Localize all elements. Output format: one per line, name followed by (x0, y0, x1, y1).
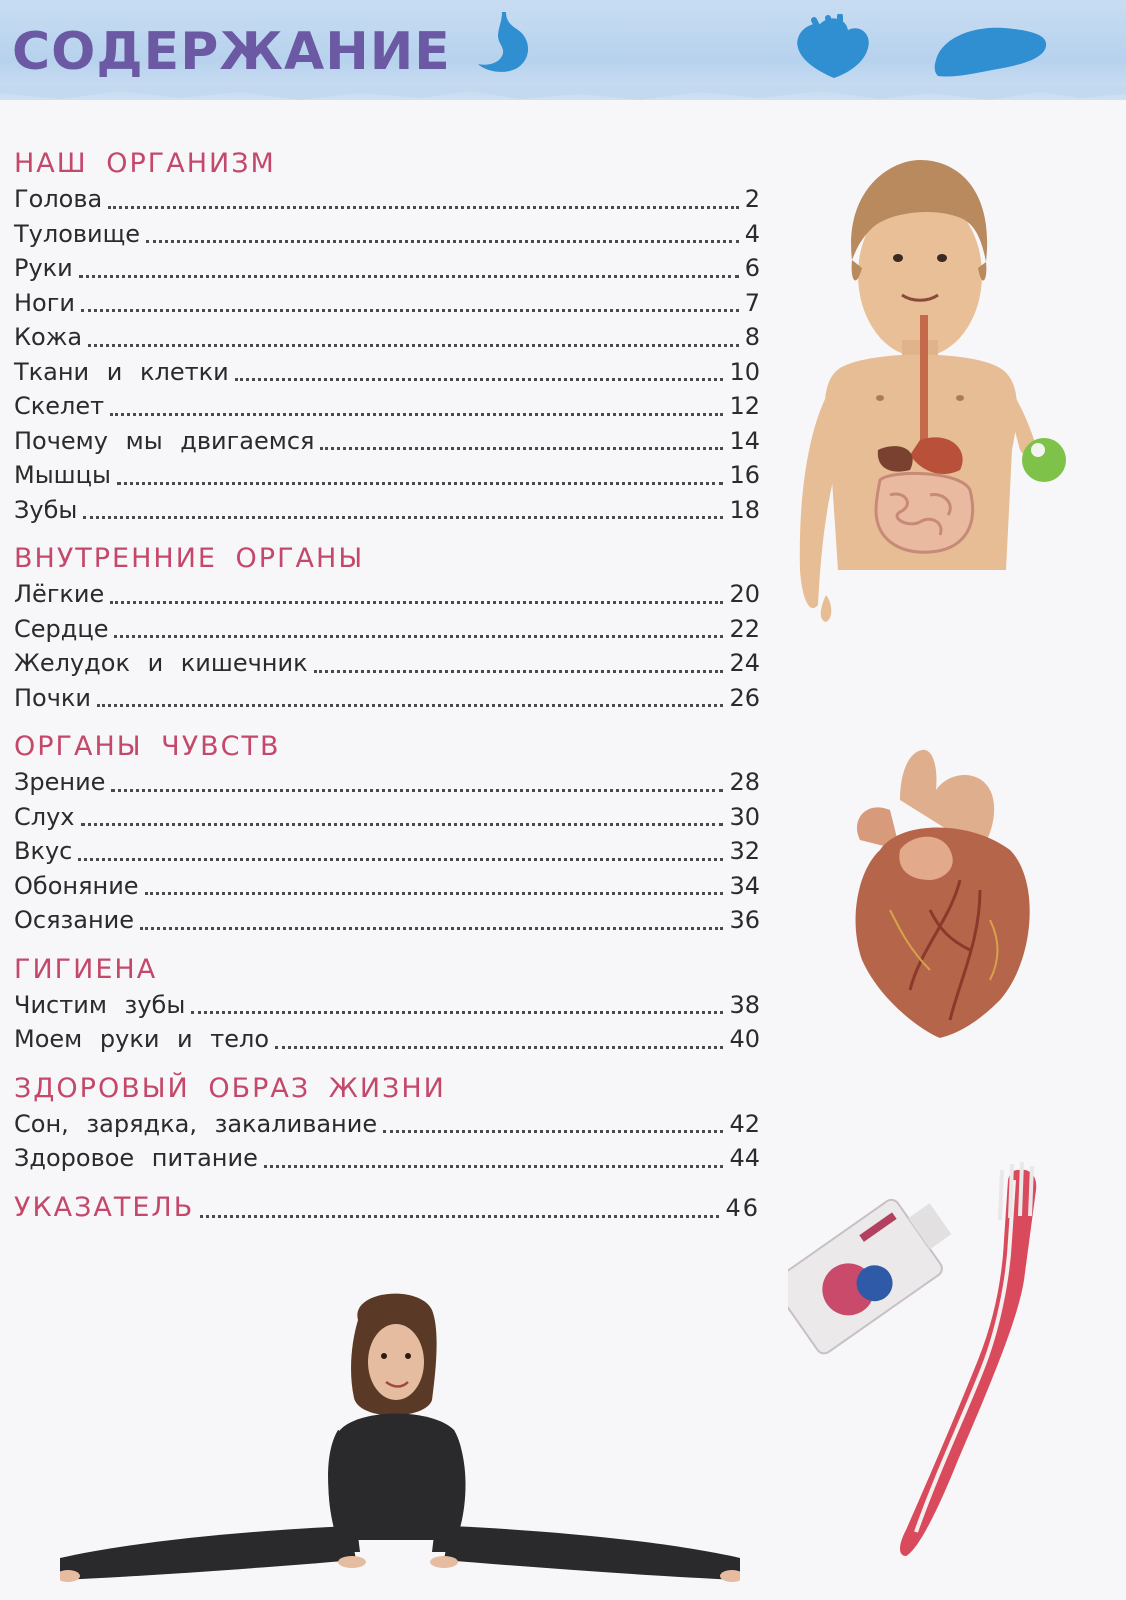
section-title: ОРГАНЫ ЧУВСТВ (14, 731, 281, 762)
header-torn-edge (0, 86, 1126, 108)
entry-label: Туловище (14, 219, 140, 248)
entry-page-number: 40 (729, 1025, 760, 1053)
dot-leader (200, 1213, 719, 1218)
page-title: СОДЕРЖАНИЕ (12, 22, 451, 82)
toc-entry[interactable] (14, 424, 760, 459)
dot-leader (314, 668, 724, 673)
section-title: ГИГИЕНА (14, 953, 158, 985)
dot-leader (383, 1128, 723, 1133)
entry-page-number: 36 (729, 906, 760, 934)
toc-entry[interactable] (14, 355, 760, 390)
entry-page-number: 2 (744, 185, 760, 213)
heart-icon (790, 14, 880, 82)
entry-page-number: 4 (744, 219, 760, 248)
toc-entry[interactable] (14, 834, 760, 869)
section-title: ВНУТРЕННИЕ ОРГАНЫ (14, 543, 365, 574)
entry-page-number: 20 (729, 580, 760, 608)
entry-page-number: 32 (729, 837, 760, 865)
dot-leader (88, 342, 739, 347)
toc-entry[interactable] (14, 286, 760, 321)
dot-leader (117, 480, 724, 485)
toc-section-hygiene (14, 952, 760, 1057)
toc-entry[interactable] (14, 458, 760, 493)
dot-leader (110, 411, 723, 416)
section-title: ЗДОРОВЫЙ ОБРАЗ ЖИЗНИ (14, 1072, 446, 1104)
liver-icon (932, 20, 1052, 84)
entry-page-number: 28 (729, 768, 760, 796)
entry-page-number: 34 (729, 871, 760, 900)
toc-entry[interactable] (14, 1107, 760, 1142)
entry-label: Желудок и кишечник (14, 649, 308, 677)
entry-label: Сердце (14, 614, 109, 643)
dot-leader (275, 1044, 723, 1049)
dot-leader (83, 514, 723, 519)
toc-entry[interactable] (14, 646, 760, 681)
dot-leader (264, 1163, 724, 1168)
entry-page-number: 24 (729, 649, 760, 677)
entry-label: Голова (14, 185, 103, 213)
toc-entry[interactable] (14, 1022, 760, 1057)
toc-entry[interactable] (14, 251, 760, 286)
dot-leader (97, 702, 723, 707)
toothpaste-toothbrush-illustration (788, 1160, 1068, 1560)
section-title: НАШ ОРГАНИЗМ (14, 148, 276, 179)
dot-leader (110, 599, 723, 604)
entry-page-number: 26 (729, 683, 760, 712)
entry-label: Чистим зубы (14, 990, 186, 1019)
entry-label: Слух (14, 802, 75, 831)
stomach-icon (472, 8, 542, 80)
dot-leader (191, 1009, 723, 1014)
entry-label: Моем руки и тело (14, 1025, 270, 1053)
entry-page-number: 42 (729, 1109, 760, 1138)
entry-label: Здоровое питание (14, 1144, 258, 1172)
toc-entry[interactable] (14, 320, 760, 355)
index-title: УКАЗАТЕЛЬ (14, 1191, 195, 1223)
entry-page-number: 14 (729, 426, 760, 455)
entry-page-number: 6 (744, 254, 760, 282)
toc-entry[interactable] (14, 681, 760, 716)
toc-section-internal-organs (14, 541, 760, 715)
toc-entry[interactable] (14, 389, 760, 424)
toc-entry[interactable] (14, 988, 760, 1023)
entry-page-number: 10 (729, 357, 760, 386)
dot-leader (146, 238, 739, 243)
entry-page-number: 22 (729, 614, 760, 643)
dot-leader (81, 821, 724, 826)
toc-index-entry[interactable] (14, 1190, 760, 1226)
toc-entry[interactable] (14, 493, 760, 528)
dot-leader (81, 307, 739, 312)
toc-entry[interactable] (14, 869, 760, 904)
toc-entry[interactable] (14, 182, 760, 217)
dot-leader (114, 633, 723, 638)
entry-page-number: 46 (725, 1193, 760, 1222)
entry-label: Осязание (14, 906, 135, 934)
entry-page-number: 7 (744, 288, 760, 317)
entry-label: Кожа (14, 323, 83, 351)
toc-section-senses (14, 729, 760, 938)
toc-entry[interactable] (14, 577, 760, 612)
toc-entry[interactable] (14, 612, 760, 647)
entry-label: Скелет (14, 392, 105, 420)
entry-page-number: 18 (729, 495, 760, 524)
dot-leader (235, 376, 724, 381)
heart-illustration (840, 740, 1040, 1040)
table-of-contents (14, 146, 760, 1226)
entry-page-number: 44 (729, 1144, 760, 1172)
child-anatomy-illustration (780, 150, 1110, 630)
entry-label: Зрение (14, 768, 106, 796)
dot-leader (111, 787, 723, 792)
dot-leader (108, 204, 739, 209)
dot-leader (78, 856, 723, 861)
dot-leader (320, 445, 723, 450)
entry-label: Почки (14, 683, 92, 712)
toc-entry[interactable] (14, 903, 760, 938)
girl-doing-splits-photo (60, 1290, 740, 1600)
toc-entry[interactable] (14, 800, 760, 835)
entry-page-number: 12 (729, 392, 760, 420)
entry-label: Мышцы (14, 461, 111, 489)
toc-section-healthy-lifestyle (14, 1071, 760, 1176)
dot-leader (145, 890, 724, 895)
entry-label: Почему мы двигаемся (14, 426, 315, 455)
toc-entry[interactable] (14, 765, 760, 800)
entry-label: Вкус (14, 837, 73, 865)
entry-page-number: 8 (744, 323, 760, 351)
entry-page-number: 38 (729, 990, 760, 1019)
entry-label: Обоняние (14, 871, 139, 900)
entry-label: Сон, зарядка, закаливание (14, 1109, 378, 1138)
dot-leader (140, 925, 723, 930)
entry-label: Ткани и клетки (14, 357, 229, 386)
dot-leader (79, 273, 739, 278)
toc-section-our-body (14, 146, 760, 527)
toc-entry[interactable] (14, 1141, 760, 1176)
entry-label: Руки (14, 254, 73, 282)
entry-page-number: 16 (729, 461, 760, 489)
entry-label: Ноги (14, 288, 75, 317)
entry-label: Зубы (14, 495, 78, 524)
entry-label: Лёгкие (14, 580, 105, 608)
toc-entry[interactable] (14, 217, 760, 252)
entry-page-number: 30 (729, 802, 760, 831)
